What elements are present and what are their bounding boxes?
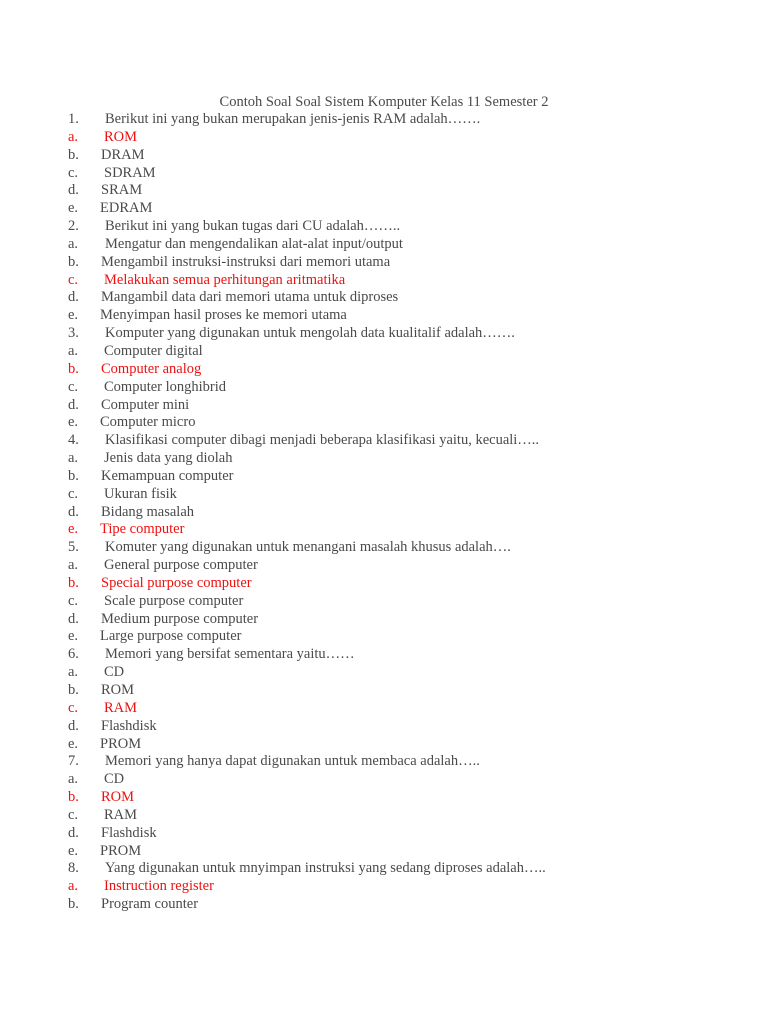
option-text: Computer micro xyxy=(100,414,196,431)
option-line xyxy=(0,843,768,861)
option-letter: e. xyxy=(68,735,79,752)
option-letter: a. xyxy=(68,878,79,895)
option-line xyxy=(0,343,768,361)
question-text: Yang digunakan untuk mnyimpan instruksi yang sedang diproses adalah….. xyxy=(105,860,546,877)
option-text: ROM xyxy=(104,128,138,145)
option-letter: a. xyxy=(68,771,79,788)
option-letter: c. xyxy=(68,378,79,395)
option-text: General purpose computer xyxy=(104,557,258,574)
question-number: 6. xyxy=(68,646,79,663)
option-letter: c. xyxy=(68,164,79,181)
option-letter: d. xyxy=(68,503,79,520)
option-letter: a. xyxy=(68,342,79,359)
question-line xyxy=(0,860,768,878)
option-letter: c. xyxy=(68,806,79,823)
option-letter: e. xyxy=(68,628,79,645)
option-letter: c. xyxy=(68,699,79,716)
option-text: Special purpose computer xyxy=(101,574,252,591)
option-letter: a. xyxy=(68,557,79,574)
option-letter: b. xyxy=(68,789,79,806)
option-text: Tipe computer xyxy=(100,521,185,538)
option-line xyxy=(0,147,768,165)
option-text: Melakukan semua perhitungan aritmatika xyxy=(104,271,346,288)
option-text: Flashdisk xyxy=(101,717,157,734)
option-letter: b. xyxy=(68,467,79,484)
option-text: PROM xyxy=(100,842,142,859)
question-line xyxy=(0,539,768,557)
option-text: CD xyxy=(104,664,125,681)
option-letter: d. xyxy=(68,182,79,199)
option-line xyxy=(0,486,768,504)
answer-option-line xyxy=(0,878,768,896)
question-number: 5. xyxy=(68,539,79,556)
question-number: 1. xyxy=(68,111,79,127)
question-text: Berikut ini yang bukan merupakan jenis-jenis RAM adalah……. xyxy=(105,111,481,127)
option-line xyxy=(0,450,768,468)
option-text: Jenis data yang diolah xyxy=(104,450,233,467)
option-text: RAM xyxy=(104,699,138,716)
option-line xyxy=(0,414,768,432)
option-letter: b. xyxy=(68,253,79,270)
option-letter: c. xyxy=(68,592,79,609)
option-text: Instruction register xyxy=(104,878,214,895)
option-letter: d. xyxy=(68,610,79,627)
question-line xyxy=(0,753,768,771)
option-letter: e. xyxy=(68,200,79,217)
option-line xyxy=(0,379,768,397)
option-letter: a. xyxy=(68,235,79,252)
question-text: Memori yang hanya dapat digunakan untuk membaca adalah….. xyxy=(105,753,480,770)
question-text: Klasifikasi computer dibagi menjadi beberapa klasifikasi yaitu, kecuali….. xyxy=(105,432,540,449)
option-text: Computer analog xyxy=(101,360,202,377)
option-letter: e. xyxy=(68,521,79,538)
option-text: Computer mini xyxy=(101,396,190,413)
question-line xyxy=(0,432,768,450)
question-text: Memori yang bersifat sementara yaitu…… xyxy=(105,646,355,663)
option-line xyxy=(0,165,768,183)
option-text: Large purpose computer xyxy=(100,628,242,645)
question-text: Komuter yang digunakan untuk menangani masalah khusus adalah…. xyxy=(105,539,511,556)
option-text: PROM xyxy=(100,735,142,752)
option-text: Flashdisk xyxy=(101,824,157,841)
option-letter: b. xyxy=(68,574,79,591)
question-line xyxy=(0,325,768,343)
option-line xyxy=(0,236,768,254)
question-list xyxy=(0,111,768,914)
option-line xyxy=(0,468,768,486)
option-letter: e. xyxy=(68,842,79,859)
option-letter: d. xyxy=(68,289,79,306)
option-text: Scale purpose computer xyxy=(104,592,244,609)
option-line xyxy=(0,771,768,789)
option-line xyxy=(0,504,768,522)
option-text: SDRAM xyxy=(104,164,156,181)
option-letter: c. xyxy=(68,271,79,288)
question-number: 2. xyxy=(68,218,79,235)
option-text: Program counter xyxy=(101,896,199,913)
option-letter: b. xyxy=(68,360,79,377)
option-text: ROM xyxy=(101,789,135,806)
option-text: Mengambil instruksi-instruksi dari memori utama xyxy=(101,253,391,270)
question-text: Berikut ini yang bukan tugas dari CU adalah…….. xyxy=(105,218,401,235)
option-line xyxy=(0,628,768,646)
question-number: 7. xyxy=(68,753,79,770)
option-letter: b. xyxy=(68,896,79,913)
question-number: 3. xyxy=(68,325,79,342)
option-letter: b. xyxy=(68,682,79,698)
option-line xyxy=(0,557,768,575)
option-text: RAM xyxy=(104,806,138,823)
answer-option-line xyxy=(0,361,768,379)
option-text: Mangambil data dari memori utama untuk diproses xyxy=(101,289,399,306)
answer-option-line xyxy=(0,575,768,593)
option-letter: c. xyxy=(68,485,79,502)
answer-option-line xyxy=(0,521,768,539)
option-line xyxy=(0,182,768,200)
option-text: Computer longhibrid xyxy=(104,378,227,395)
option-letter: e. xyxy=(68,307,79,324)
option-letter: b. xyxy=(68,146,79,163)
option-letter: d. xyxy=(68,717,79,734)
option-line xyxy=(0,397,768,415)
option-text: DRAM xyxy=(101,146,145,163)
option-line xyxy=(0,200,768,218)
answer-option-line xyxy=(0,789,768,807)
option-text: EDRAM xyxy=(100,200,153,217)
option-letter: a. xyxy=(68,450,79,467)
option-text: SRAM xyxy=(101,182,143,199)
question-text: Komputer yang digunakan untuk mengolah data kualitalif adalah……. xyxy=(105,325,515,342)
option-line xyxy=(0,254,768,272)
option-letter: a. xyxy=(68,664,79,681)
question-line xyxy=(0,111,768,129)
option-line xyxy=(0,611,768,629)
option-line xyxy=(0,307,768,325)
option-text: Kemampuan computer xyxy=(101,467,234,484)
option-text: CD xyxy=(104,771,125,788)
option-line xyxy=(0,825,768,843)
option-line xyxy=(0,664,768,682)
option-line xyxy=(0,896,768,914)
option-letter: d. xyxy=(68,396,79,413)
question-number: 4. xyxy=(68,432,79,449)
option-line xyxy=(0,593,768,611)
option-letter: a. xyxy=(68,128,79,145)
option-line xyxy=(0,807,768,825)
option-line xyxy=(0,736,768,754)
option-line xyxy=(0,718,768,736)
option-line xyxy=(0,682,768,700)
option-text: Ukuran fisik xyxy=(104,485,177,502)
option-text: Bidang masalah xyxy=(101,503,195,520)
option-text: Mengatur dan mengendalikan alat-alat input/output xyxy=(105,235,403,252)
option-line xyxy=(0,289,768,307)
option-text: Computer digital xyxy=(104,342,203,359)
option-letter: e. xyxy=(68,414,79,431)
answer-option-line xyxy=(0,272,768,290)
answer-option-line xyxy=(0,700,768,718)
option-text: ROM xyxy=(101,682,135,698)
question-line xyxy=(0,218,768,236)
option-text: Medium purpose computer xyxy=(101,610,259,627)
document-title: Contoh Soal Soal Sistem Komputer Kelas 11 Semester 2 xyxy=(219,94,549,110)
question-number: 8. xyxy=(68,860,79,877)
question-line xyxy=(0,646,768,664)
answer-option-line xyxy=(0,129,768,147)
option-text: Menyimpan hasil proses ke memori utama xyxy=(100,307,347,324)
option-letter: d. xyxy=(68,824,79,841)
